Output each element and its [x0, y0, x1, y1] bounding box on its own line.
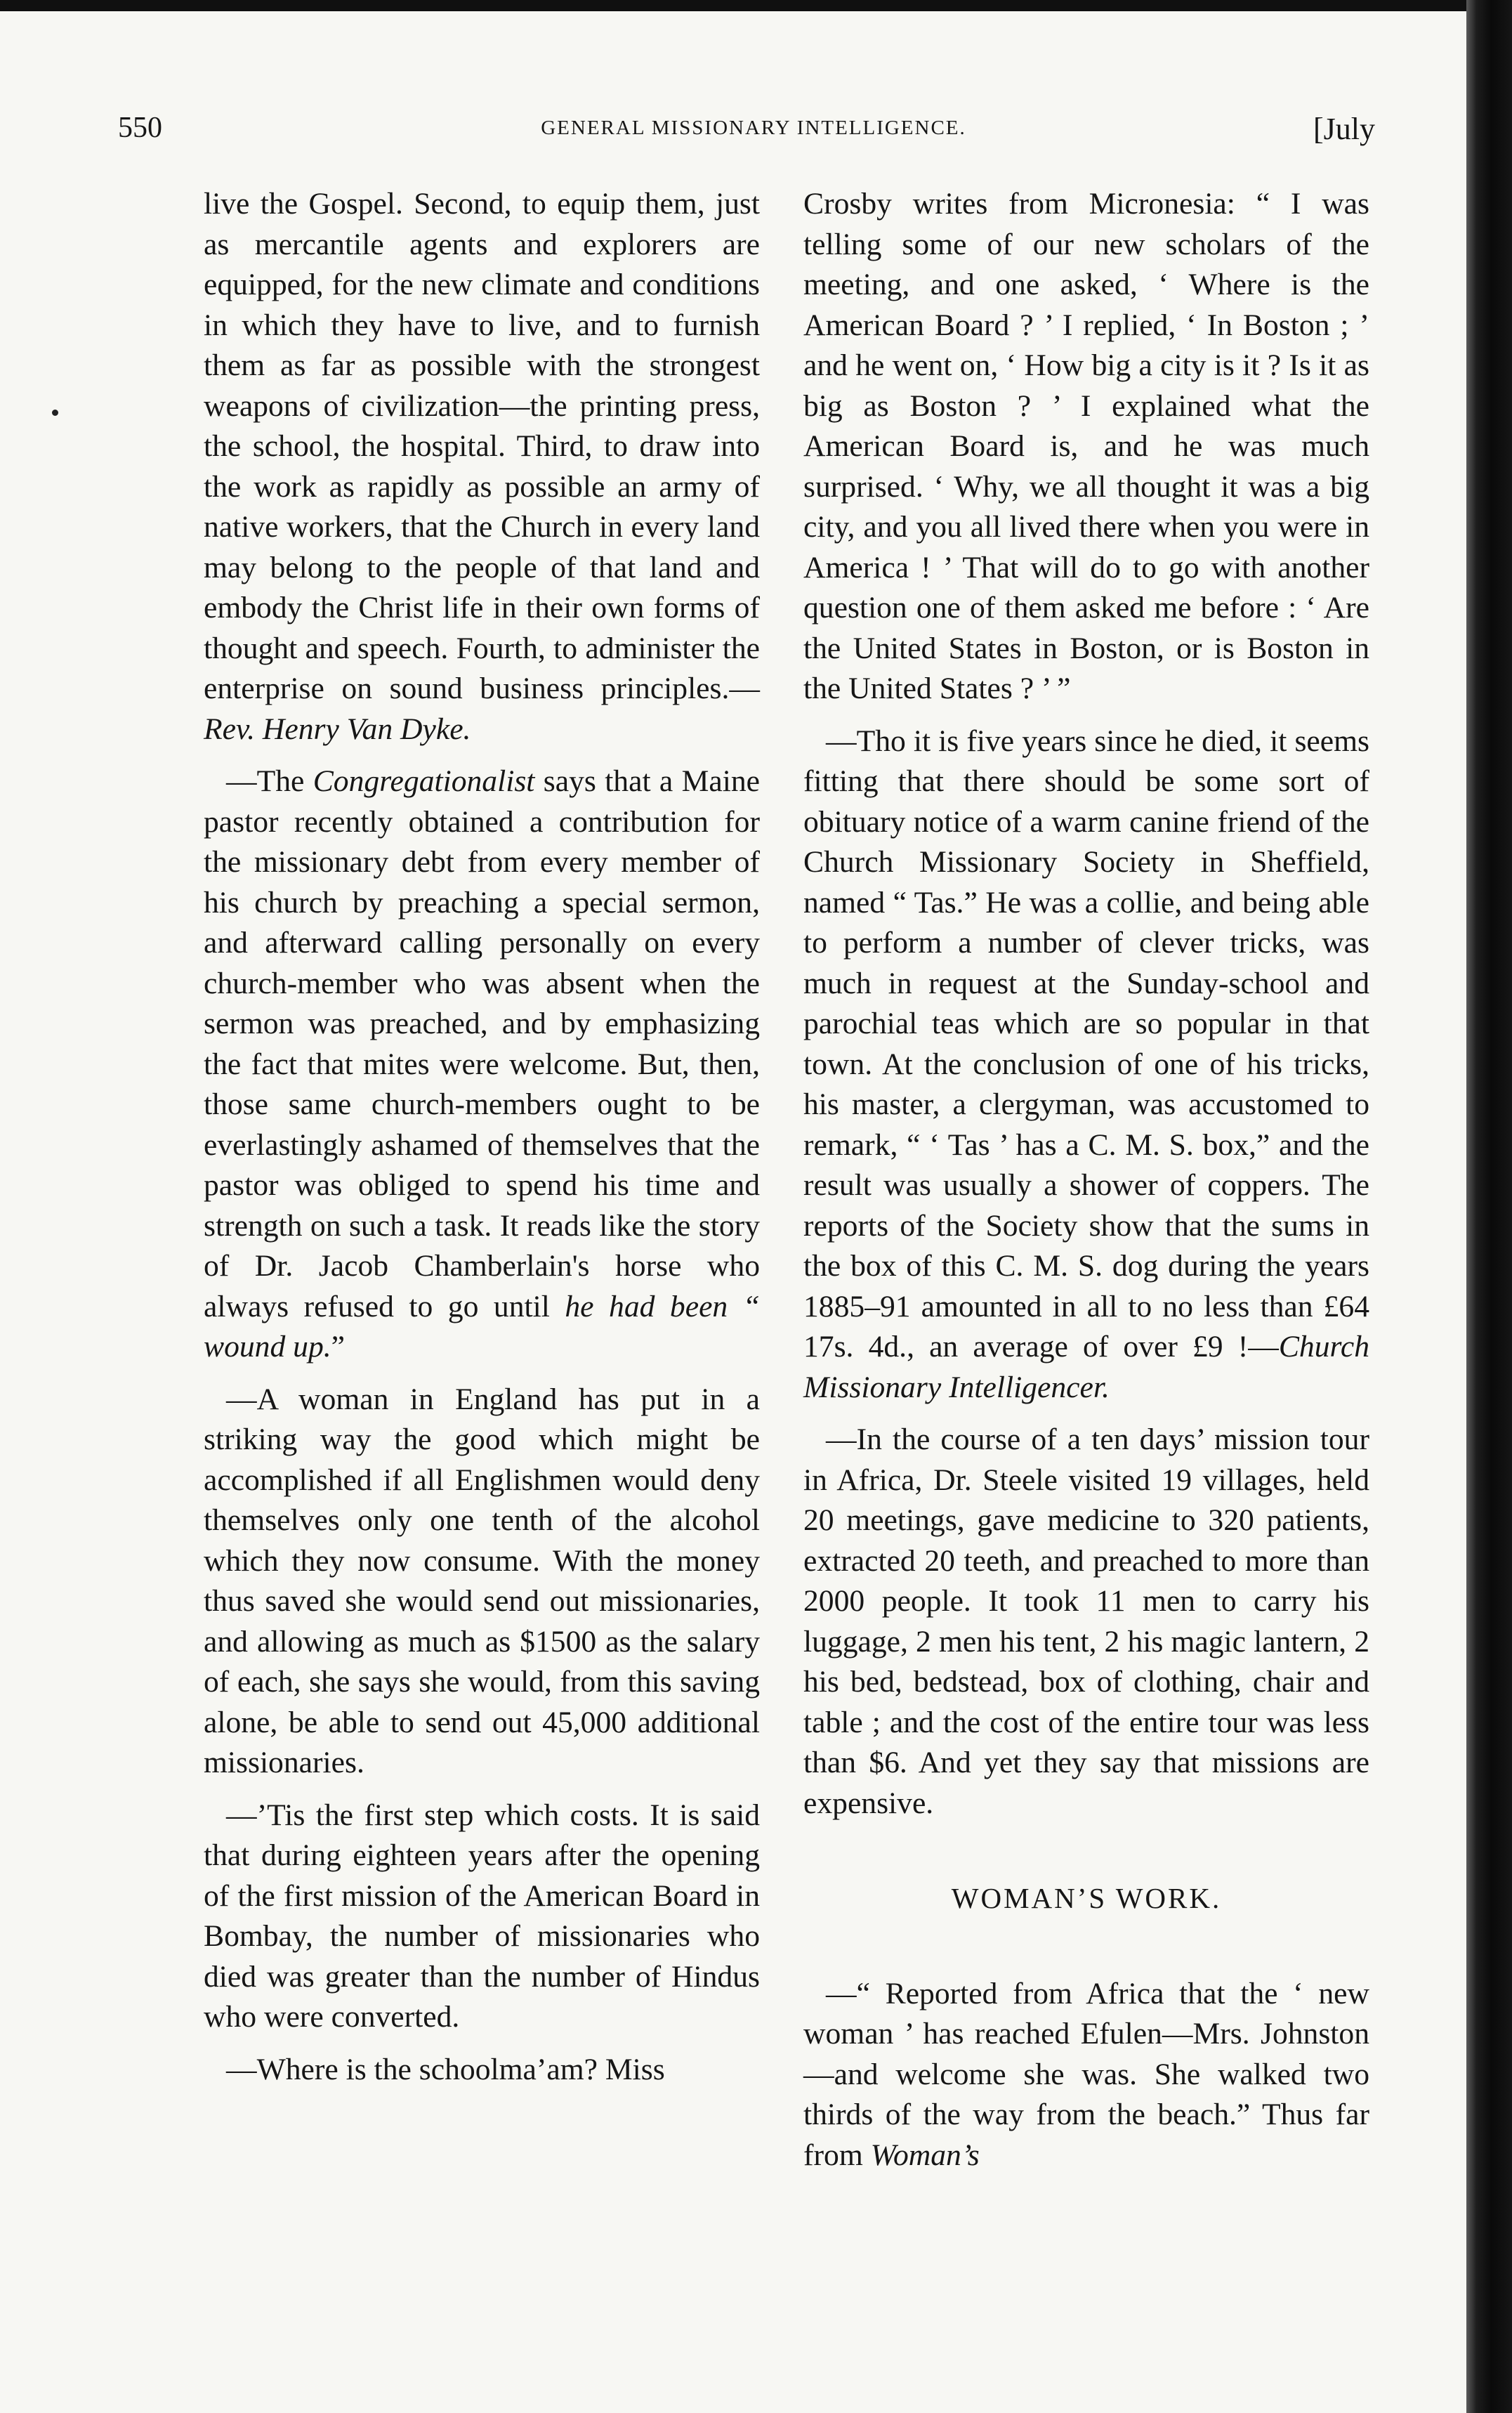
source-title: Woman’s [870, 2138, 980, 2172]
paragraph-text: says that a Maine pastor recently obtained a contribution for the missionary debt from every member of his church by preaching a special sermon, and afterward calling personally on every church-member who was absent when the sermon was preached, and by emphasizing the fact that mites were welcome. But, then, those same church-members ought to be everlastingly ashamed of themselves that the pastor was obliged to spend his time and strength on such a task. It reads like the story of Dr. Jacob Chamberlain's horse who always refused to go until [204, 764, 760, 1323]
running-title: GENERAL MISSIONARY INTELLIGENCE. [541, 117, 966, 139]
issue-month: [July [1313, 112, 1375, 146]
margin-speck [52, 410, 58, 416]
running-head [118, 111, 1375, 160]
paragraph-crosby: Crosby writes from Micronesia: “ I was telling some of our new scholars of the meeting, and one asked, ‘ Where is the American Board ? ’ I replied, ‘ In Boston ; ’ and he went on, ‘ How big a city is it ? Is it as big as Boston ? ’ I explained what the American Board is, and he was much surprised. ‘ Why, we all thought it was a big city, and you all lived there when you were in America ! ’ That will do to go with another question one of them asked me before : ‘ Are the United States in Boston, or is Boston in the United States ? ’ ” [803, 187, 1369, 705]
italic-phrase: he had been “ wound up. [204, 1289, 760, 1364]
paragraph-africa-new-woman [803, 1974, 1369, 2176]
paragraph-text: —Tho it is five years since he died, it seems fitting that there should be some sort of obituary notice of a warm canine friend of the Church Missionary Society in Sheffield, named “ Tas.” He was a collie, and being able to perform a number of clever tricks, was much in request at the Sunday-school and parochial teas which are so popular in that town. At the conclusion of one of his tricks, his master, a clergyman, was accustomed to remark, “ ‘ Tas ’ has a C. M. S. box,” and the result was usually a shower of coppers. The reports of the Society show that the sums in the box of this C. M. S. dog during the years 1885–91 amounted in all to no less than £64 17s. 4d., an average of over £9 !— [803, 724, 1369, 1364]
paragraph-lead: —The [226, 764, 313, 798]
paragraph-maine-pastor [204, 761, 760, 1368]
page-edge-shadow [1466, 0, 1512, 2413]
page-number: 550 [118, 112, 162, 144]
author-attribution: Rev. Henry Van Dyke. [204, 712, 471, 746]
top-border-rule [0, 0, 1512, 11]
source-title: Congregationalist [313, 764, 535, 798]
paragraph-first-step: —’Tis the first step which costs. It is said that during eighteen years after the opening of the first mission of the American Board in Bombay, the number of missionaries who died was greater than the number of Hindus who were converted. [204, 1798, 760, 2034]
paragraph-tas-dog [803, 721, 1369, 1408]
source-title: Church Missionary Intelligencer. [803, 1330, 1369, 1404]
closing-quote: ” [331, 1330, 346, 1364]
right-column [803, 184, 1369, 2188]
paragraph-schoolmaam: —Where is the schoolma’am? Miss [226, 2052, 665, 2086]
paragraph-woman-england: —A woman in England has put in a striking way the good which might be accomplished if all Englishmen would deny themselves only one tenth of the alcohol which they now consume. With the money thus saved she would send out missionaries, and allowing as much as $1500 as the salary of each, she says she would, from this saving alone, be able to send out 45,000 additional missionaries. [204, 1382, 760, 1779]
section-heading-womans-work: WOMAN’S WORK. [951, 1882, 1222, 1914]
left-column [204, 184, 760, 2102]
paragraph-van-dyke [204, 184, 760, 750]
paragraph-text: live the Gospel. Second, to equip them, just as mercantile agents and explorers are equipped, for the new climate and conditions in which they have to live, and to furnish them as far as possible with the strongest weapons of civilization—the printing press, the school, the hospital. Third, to draw into the work as rapidly as possible an army of native workers, that the Church in every land may belong to the people of that land and embody the Christ life in their own forms of thought and speech. Fourth, to administer the enterprise on sound business principles.— [204, 187, 760, 705]
paragraph-dr-steele: —In the course of a ten days’ mission tour in Africa, Dr. Steele visited 19 villages, held 20 meetings, gave medicine to 320 patients, extracted 20 teeth, and preached to more than 2000 people. It took 11 men to carry his luggage, 2 men his tent, 2 his magic lantern, 2 his bed, bedstead, box of clothing, chair and table ; and the cost of the entire tour was less than $6. And yet they say that missions are expensive. [803, 1423, 1369, 1820]
paragraph-text: —“ Reported from Africa that the ‘ new woman ’ has reached Efulen—Mrs. Johnston—and welcome she was. She walked two thirds of the way from the beach.” Thus far from [803, 1976, 1369, 2172]
